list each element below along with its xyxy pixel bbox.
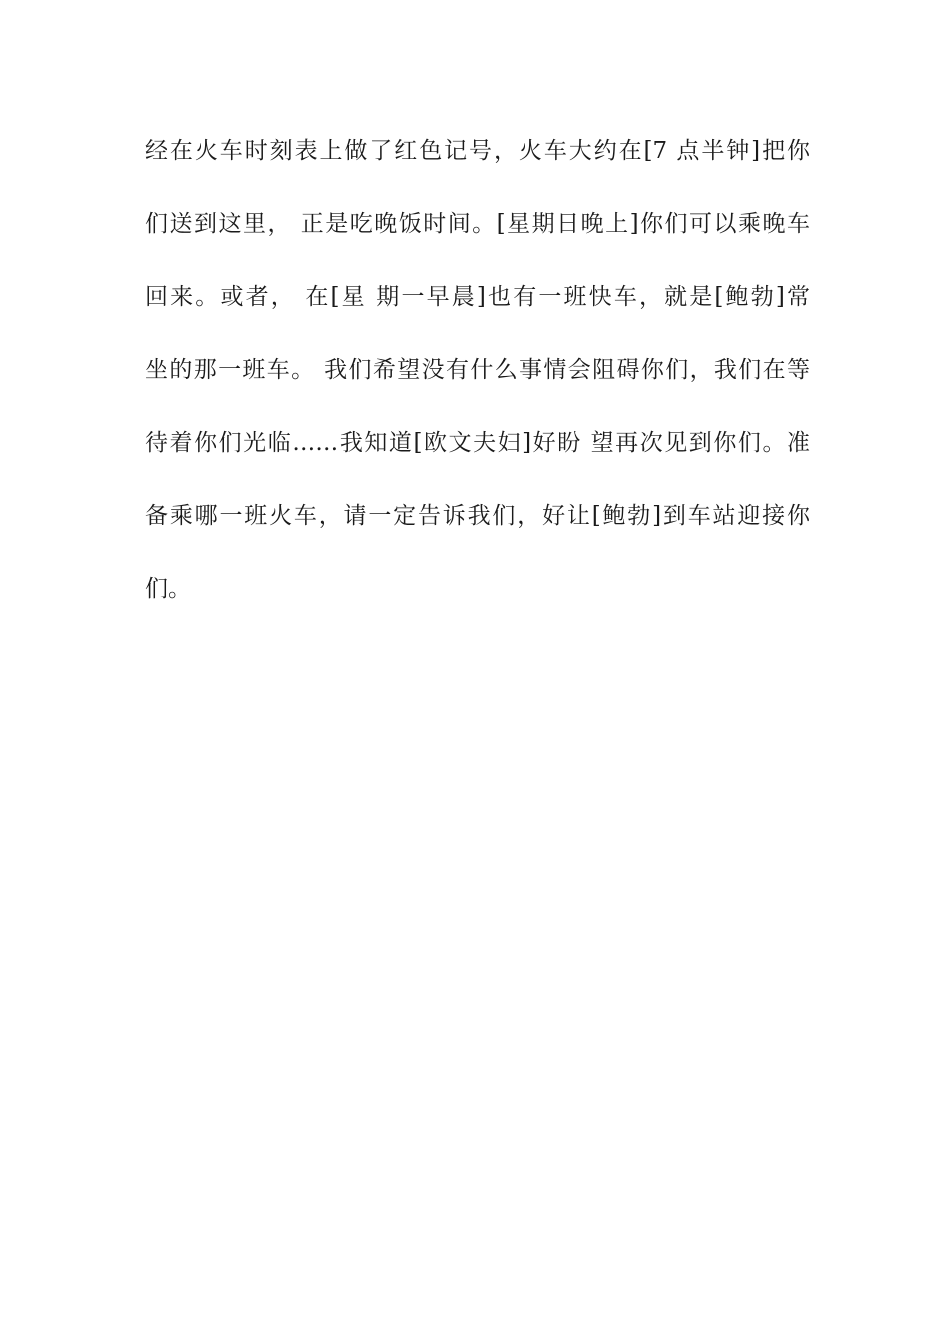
text-line-7: 们。: [145, 576, 191, 602]
text-line-1: 经在火车时刻表上做了红色记号，火车大约在[7 点半钟]把你: [145, 138, 810, 164]
text-line-6: 备乘哪一班火车，请一定告诉我们，好让[鲍勃]到车站迎接你: [145, 503, 810, 529]
text-line-4: 坐的那一班车。 我们希望没有什么事情会阻碍你们，我们在等: [145, 357, 810, 383]
text-line-2: 们送到这里， 正是吃晚饭时间。[星期日晚上]你们可以乘晚车: [145, 211, 810, 237]
text-line-3: 回来。或者， 在[星 期一早晨]也有一班快车，就是[鲍勃]常: [145, 284, 810, 310]
text-line-5: 待着你们光临……我知道[欧文夫妇]好盼 望再次见到你们。准: [145, 430, 810, 456]
letter-text: [145, 131, 810, 642]
